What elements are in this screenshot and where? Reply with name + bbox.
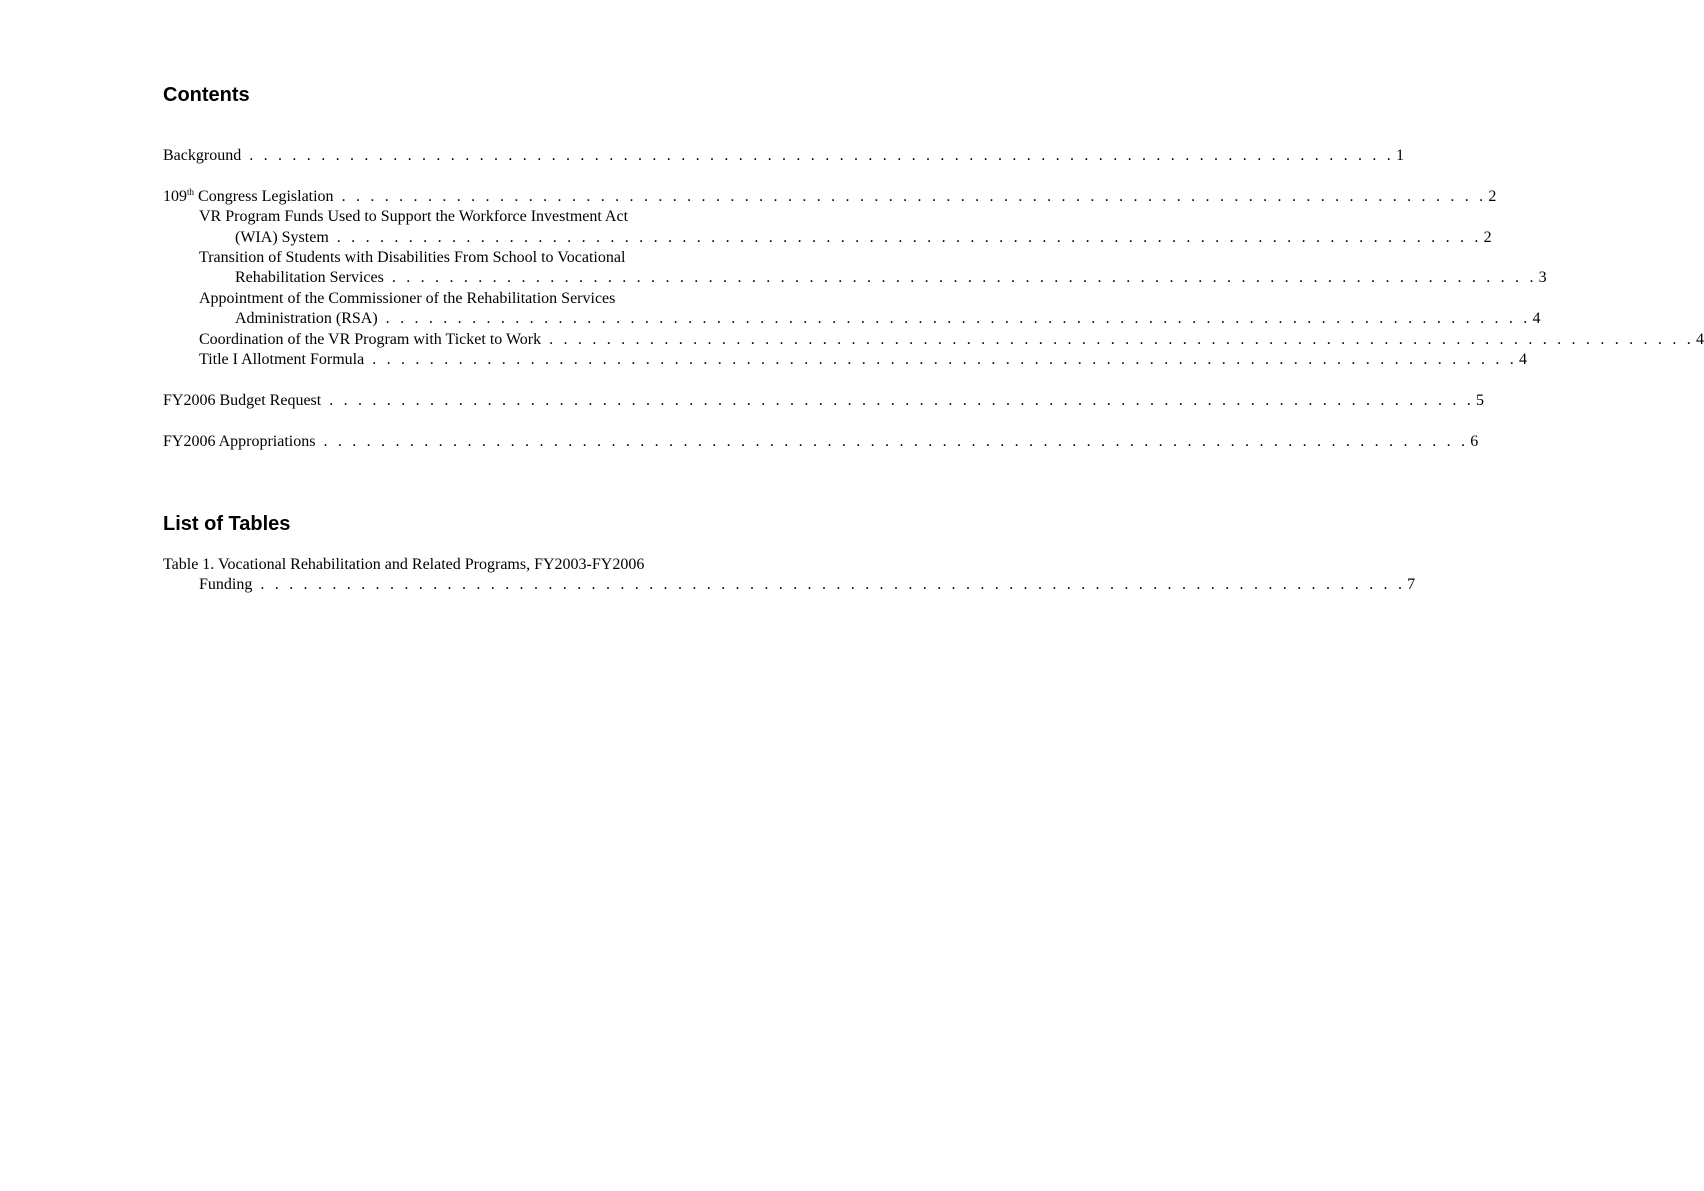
- toc-entry-title: Coordination of the VR Program with Ticket to Work: [199, 330, 542, 348]
- list-of-tables: [163, 555, 1416, 596]
- toc-entry-title: Title I Allotment Formula: [199, 351, 365, 369]
- congress-number: 109: [163, 187, 187, 205]
- toc-leader: . . . . . . . . . . . . . . . . . . . . . . . . . . . . . . . . . . . . . . . . . . . . . . . . . . . . . . . . . . . . . . . . . . . . . . . . . . . . . . . .: [391, 269, 1537, 287]
- toc-entry-title: Table 1. Vocational Rehabilitation and Related Programs, FY2003-FY2006: [163, 556, 645, 573]
- toc-entry-title: Appointment of the Commissioner of the Rehabilitation Services: [199, 289, 616, 307]
- toc-entry-fy2006-appropriations[interactable]: [163, 432, 1479, 452]
- toc-entry-table-1[interactable]: [163, 555, 1416, 596]
- toc-entry-coordination-ticket-to-work[interactable]: [163, 330, 1704, 350]
- toc-entry-title: FY2006 Budget Request: [163, 391, 322, 409]
- contents-heading: Contents: [163, 84, 250, 106]
- toc-entry-title-i-allotment[interactable]: [163, 350, 1528, 370]
- toc-leader: . . . . . . . . . . . . . . . . . . . . . . . . . . . . . . . . . . . . . . . . . . . . . . . . . . . . . . . . . . . . . . . . . . . . . . . . . . . . . . . .: [249, 147, 1395, 164]
- toc-entry-title-continued: Rehabilitation Services: [235, 269, 384, 287]
- toc-entry-title-continued: (WIA) System: [235, 228, 329, 246]
- toc-entry-background[interactable]: [163, 146, 1405, 166]
- toc-entry-title: [163, 187, 342, 207]
- toc-page-number: 4: [1532, 310, 1541, 328]
- congress-title-rest: Congress Legislation: [194, 187, 334, 205]
- toc-page-number: 1: [1396, 147, 1405, 164]
- toc-page-number: 2: [1488, 187, 1497, 205]
- toc-page-number: 3: [1538, 269, 1547, 287]
- toc-entry-title: Transition of Students with Disabilities From School to Vocational: [199, 249, 626, 267]
- toc-page-number: 4: [1519, 351, 1528, 369]
- toc-page-number: 4: [1695, 330, 1704, 348]
- toc-entry-title-continued: Funding: [199, 576, 253, 594]
- toc-leader: . . . . . . . . . . . . . . . . . . . . . . . . . . . . . . . . . . . . . . . . . . . . . . . . . . . . . . . . . . . . . . . . . . . . . . . . . . . . . . . .: [341, 187, 1487, 205]
- contents-list: [163, 146, 1704, 452]
- toc-leader: . . . . . . . . . . . . . . . . . . . . . . . . . . . . . . . . . . . . . . . . . . . . . . . . . . . . . . . . . . . . . . . . . . . . . . . . . . . . . . . .: [372, 351, 1518, 369]
- toc-leader: . . . . . . . . . . . . . . . . . . . . . . . . . . . . . . . . . . . . . . . . . . . . . . . . . . . . . . . . . . . . . . . . . . . . . . . . . . . . . . . .: [323, 432, 1469, 450]
- toc-leader: . . . . . . . . . . . . . . . . . . . . . . . . . . . . . . . . . . . . . . . . . . . . . . . . . . . . . . . . . . . . . . . . . . . . . . . . . . . . . . . .: [549, 330, 1694, 348]
- toc-leader: . . . . . . . . . . . . . . . . . . . . . . . . . . . . . . . . . . . . . . . . . . . . . . . . . . . . . . . . . . . . . . . . . . . . . . . . . . . . . . . .: [260, 576, 1406, 594]
- toc-entry-title: VR Program Funds Used to Support the Workforce Investment Act: [199, 208, 629, 226]
- toc-page-number: 2: [1483, 228, 1492, 246]
- toc-entry-appointment-of-commissioner[interactable]: [163, 289, 1541, 330]
- list-of-tables-heading: List of Tables: [163, 513, 291, 535]
- toc-leader: . . . . . . . . . . . . . . . . . . . . . . . . . . . . . . . . . . . . . . . . . . . . . . . . . . . . . . . . . . . . . . . . . . . . . . . . . . . . . . . .: [329, 391, 1475, 409]
- toc-entry-title: FY2006 Appropriations: [163, 432, 316, 450]
- toc-entry-fy2006-budget-request[interactable]: [163, 391, 1485, 411]
- toc-entry-title-continued: Administration (RSA): [235, 310, 378, 328]
- toc-leader: . . . . . . . . . . . . . . . . . . . . . . . . . . . . . . . . . . . . . . . . . . . . . . . . . . . . . . . . . . . . . . . . . . . . . . . . . . . . . . . .: [385, 310, 1531, 328]
- toc-page-number: 5: [1476, 391, 1485, 409]
- toc-entry-transition-of-students[interactable]: [163, 248, 1547, 289]
- toc-page-number: 7: [1407, 576, 1416, 594]
- toc-entry-109th-congress-legislation[interactable]: [163, 186, 1497, 207]
- ordinal-suffix: th: [187, 186, 195, 197]
- toc-page-number: 6: [1470, 432, 1479, 450]
- toc-leader: . . . . . . . . . . . . . . . . . . . . . . . . . . . . . . . . . . . . . . . . . . . . . . . . . . . . . . . . . . . . . . . . . . . . . . . . . . . . . . . .: [336, 228, 1482, 246]
- toc-entry-vr-program-funds-wia[interactable]: [163, 207, 1492, 248]
- toc-entry-title: Background: [163, 147, 242, 164]
